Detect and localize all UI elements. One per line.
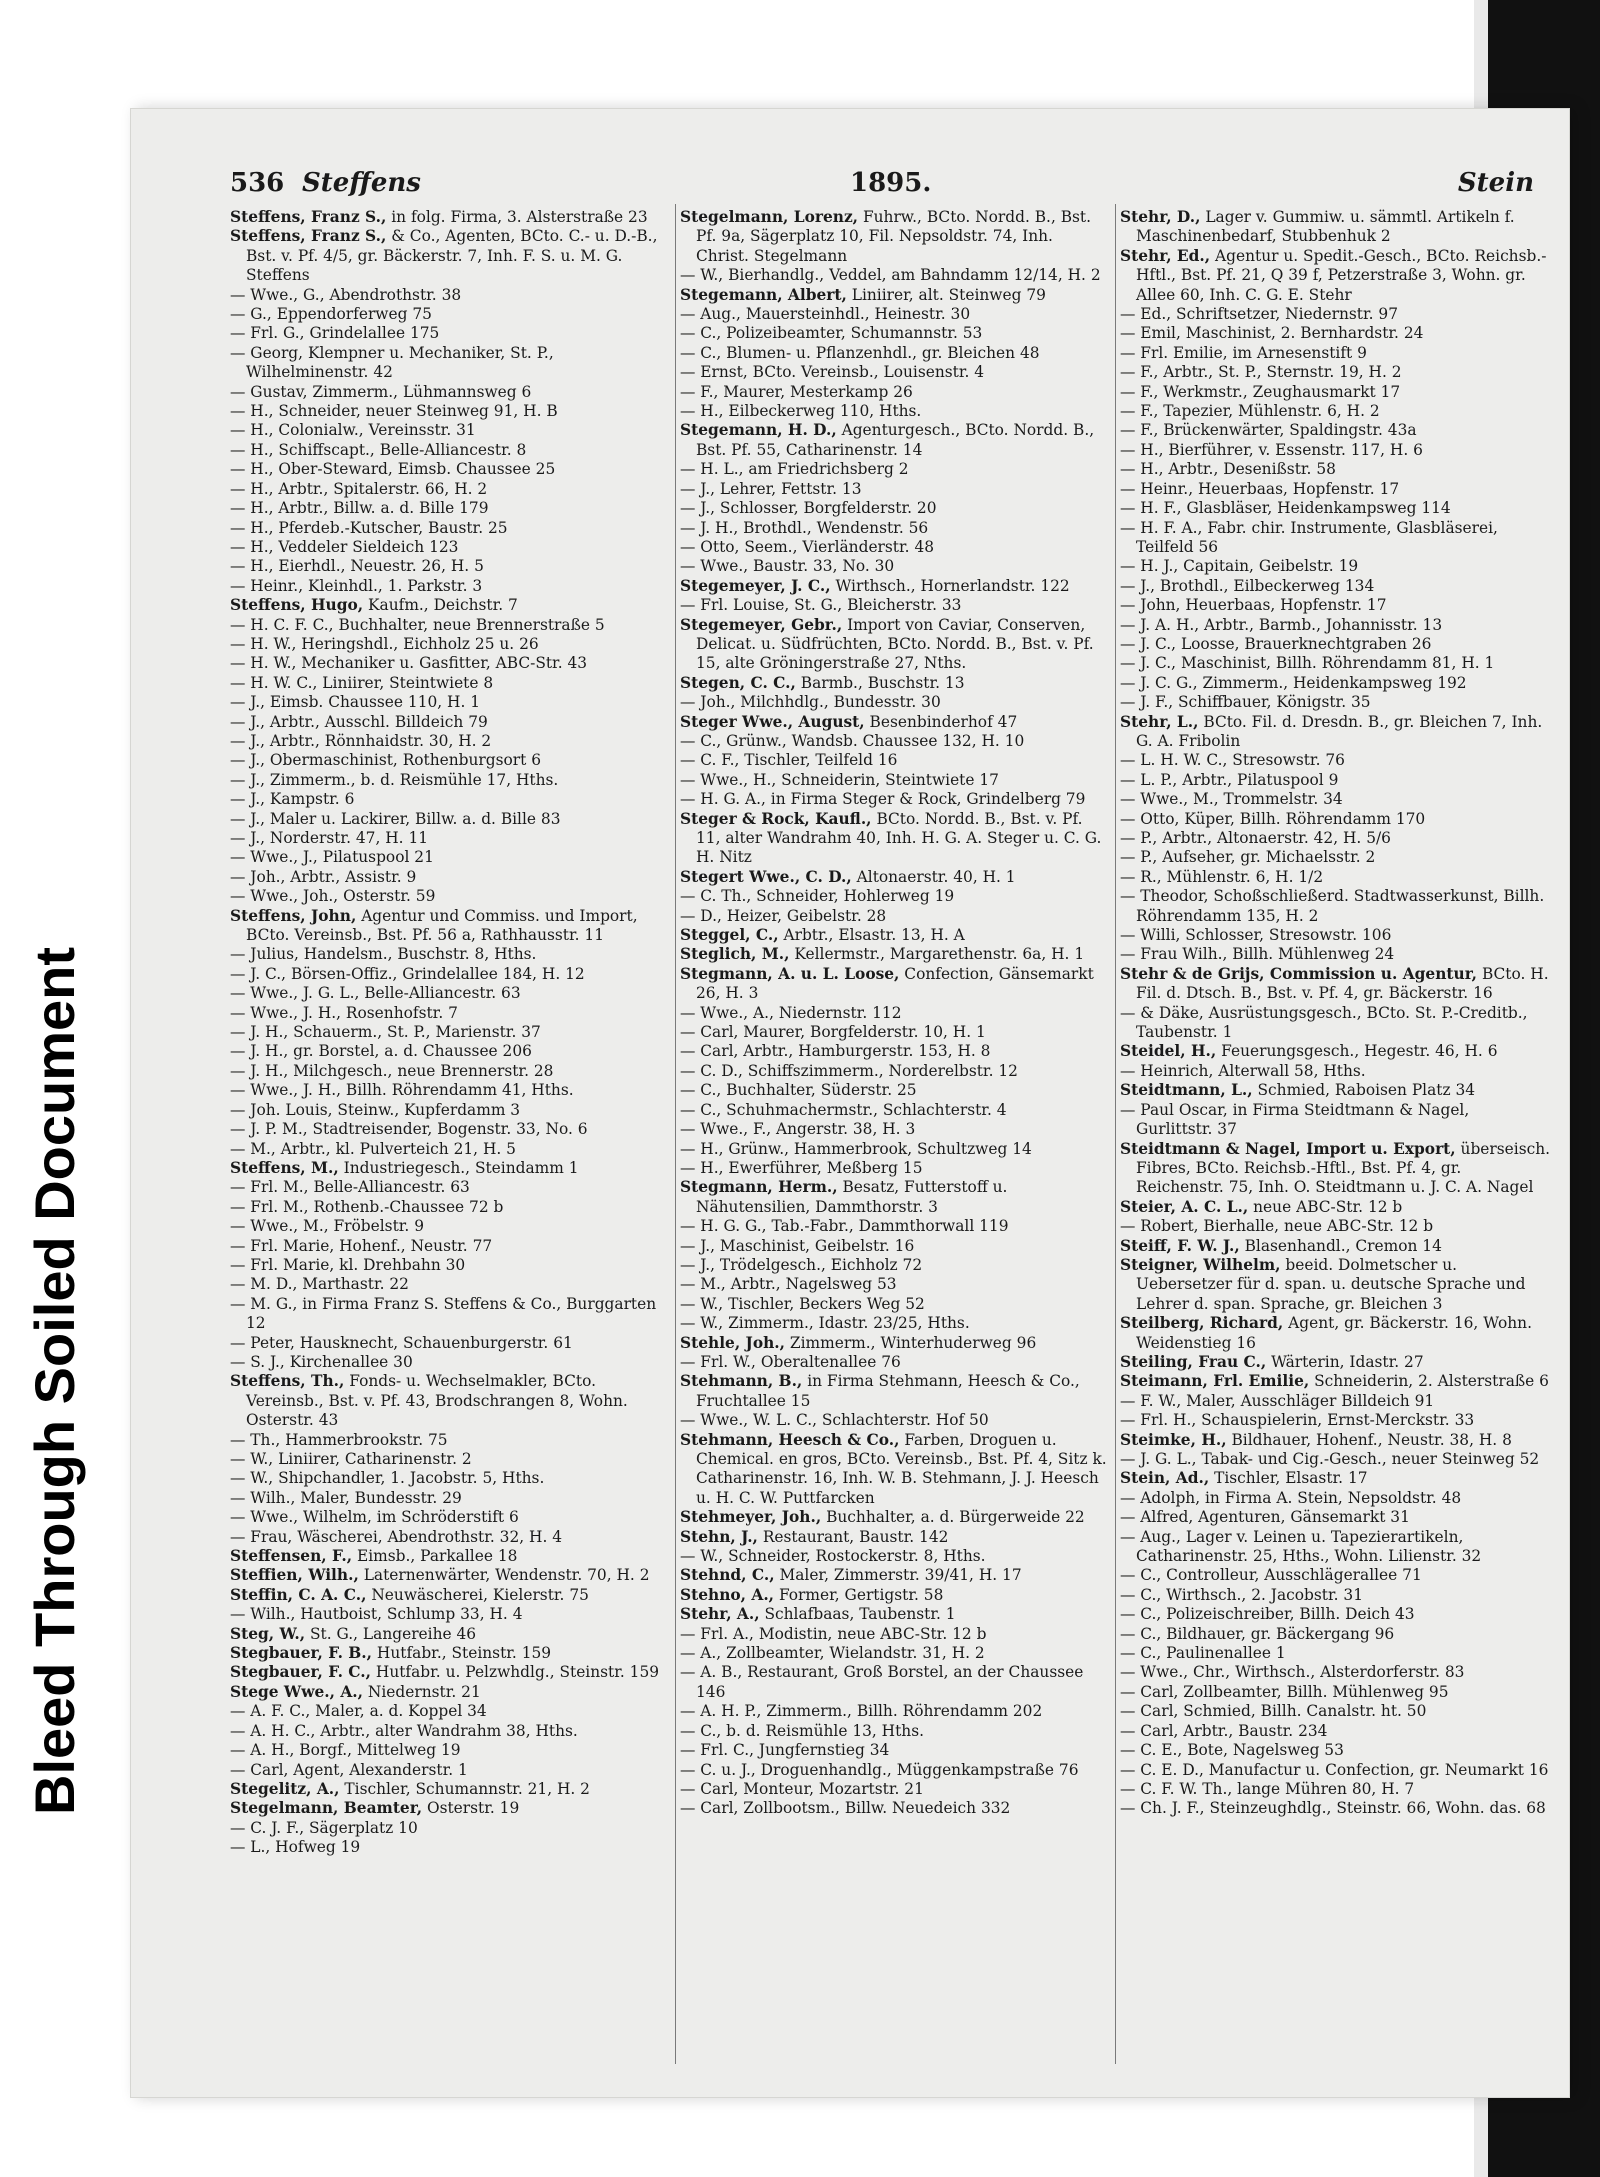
directory-entry: — C., Blumen- u. Pflanzenhdl., gr. Bleichen 48 xyxy=(680,343,1040,362)
directory-entry: — Wwe., Joh., Osterstr. 59 xyxy=(230,887,436,906)
directory-entry: Stehr, A., Schlafbaas, Taubenstr. 1 xyxy=(680,1605,956,1624)
directory-entry: — C., Paulinenallee 1 xyxy=(1120,1644,1286,1663)
directory-entry: — Frl. Marie, Hohenf., Neustr. 77 xyxy=(230,1236,493,1255)
directory-column-middle xyxy=(680,208,1110,2068)
directory-entry: — C. Th., Schneider, Hohlerweg 19 xyxy=(680,887,955,906)
directory-entry: — H. W., Mechaniker u. Gasfitter, ABC-Str. 43 xyxy=(230,654,588,673)
directory-entry: — Georg, Klempner u. Mechaniker, St. P., Wilhelminenstr. 42 xyxy=(230,343,554,382)
directory-entry: Stegmann, A. u. L. Loose, Confection, Gänsemarkt 26, H. 3 xyxy=(680,964,1094,1003)
directory-entry: — J., Lehrer, Fettstr. 13 xyxy=(680,479,862,498)
directory-entry: — C., Polizeischreiber, Billh. Deich 43 xyxy=(1120,1605,1415,1624)
directory-entry: Stehmann, B., in Firma Stehmann, Heesch & Co., Fruchtallee 15 xyxy=(680,1372,1080,1410)
left-guide-word: Steffens xyxy=(302,168,421,198)
directory-entry: — Wwe., M., Trommelstr. 34 xyxy=(1120,790,1343,809)
directory-entry: Steggel, C., Arbtr., Elsastr. 13, H. A xyxy=(680,926,965,945)
directory-entry: Steiling, Frau C., Wärterin, Idastr. 27 xyxy=(1120,1352,1424,1371)
directory-entry: — L. P., Arbtr., Pilatuspool 9 xyxy=(1120,770,1339,789)
directory-entry: — Wwe., J. H., Rosenhofstr. 7 xyxy=(230,1003,458,1022)
directory-entry: — Wwe., Wilhelm, im Schröderstift 6 xyxy=(230,1508,519,1527)
directory-entry: — J., Trödelgesch., Eichholz 72 xyxy=(680,1255,923,1274)
directory-entry: — Heinr., Kleinhdl., 1. Parkstr. 3 xyxy=(230,576,483,595)
directory-entry: Steffens, Franz S., & Co., Agenten, BCto. C.- u. D.-B., Bst. v. Pf. 4/5, gr. Bäckerstr. 7, Inh. F. S. u. M. G. Steffens xyxy=(230,227,658,285)
directory-entry: — H., Ewerführer, Meßberg 15 xyxy=(680,1158,923,1177)
directory-entry: — W., Schneider, Rostockerstr. 8, Hths. xyxy=(680,1547,986,1566)
directory-entry: Stegelmann, Lorenz, Fuhrw., BCto. Nordd. B., Bst. Pf. 9a, Sägerplatz 10, Fil. Nepsoldstr. 74, Inh. Christ. Stegelmann xyxy=(680,208,1092,265)
directory-entry: Stegbauer, F. B., Hutfabr., Steinstr. 159 xyxy=(230,1644,552,1663)
directory-entry: — J. F., Schiffbauer, Königstr. 35 xyxy=(1120,693,1371,712)
directory-entry: — A. H. C., Arbtr., alter Wandrahm 38, Hths. xyxy=(230,1721,578,1740)
directory-entry: — Carl, Arbtr., Baustr. 234 xyxy=(1120,1721,1328,1740)
directory-entry: Steffens, Franz S., in folg. Firma, 3. Alsterstraße 23 xyxy=(230,208,648,226)
directory-entry: — J. P. M., Stadtreisender, Bogenstr. 33, No. 6 xyxy=(230,1120,588,1139)
directory-entry: Steffensen, F., Eimsb., Parkallee 18 xyxy=(230,1547,518,1566)
directory-entry: — Wwe., G., Abendrothstr. 38 xyxy=(230,285,462,304)
directory-entry: — Emil, Maschinist, 2. Bernhardstr. 24 xyxy=(1120,324,1424,343)
directory-entry: — J. C., Maschinist, Billh. Röhrendamm 81, H. 1 xyxy=(1120,654,1495,673)
directory-entry: — Otto, Seem., Vierländerstr. 48 xyxy=(680,537,935,556)
directory-entry: — Otto, Küper, Billh. Röhrendamm 170 xyxy=(1120,809,1426,828)
directory-entry: Stege Wwe., A., Niedernstr. 21 xyxy=(230,1682,481,1701)
directory-entry: — L., Hofweg 19 xyxy=(230,1838,361,1857)
directory-entry: Stegert Wwe., C. D., Altonaerstr. 40, H. 1 xyxy=(680,867,1016,886)
directory-entry: Stehle, Joh., Zimmerm., Winterhuderweg 96 xyxy=(680,1333,1037,1352)
directory-entry: — G., Eppendorferweg 75 xyxy=(230,305,432,324)
directory-entry: — J., Maschinist, Geibelstr. 16 xyxy=(680,1236,915,1255)
directory-entry: Steffens, Th., Fonds- u. Wechselmakler, BCto. Vereinsb., Bst. v. Pf. 43, Brodschrangen 8, Wohn. Osterstr. 43 xyxy=(230,1372,628,1430)
directory-entry: — F., Arbtr., St. P., Sternstr. 19, H. 2 xyxy=(1120,363,1402,382)
directory-entry: Steger Wwe., August, Besenbinderhof 47 xyxy=(680,712,1018,731)
directory-entry: — M. D., Marthastr. 22 xyxy=(230,1275,409,1294)
directory-entry: — C., Wirthsch., 2. Jacobstr. 31 xyxy=(1120,1585,1363,1604)
directory-entry: — H., Eilbeckerweg 110, Hths. xyxy=(680,402,922,421)
directory-entry: Steier, A. C. L., neue ABC-Str. 12 b xyxy=(1120,1197,1403,1216)
directory-entry: — H., Grünw., Hammerbrook, Schultzweg 14 xyxy=(680,1139,1032,1158)
directory-entry: — Aug., Mauersteinhdl., Heinestr. 30 xyxy=(680,305,971,324)
directory-entry: — M., Arbtr., Nagelsweg 53 xyxy=(680,1275,897,1294)
directory-entry: — Wwe., Baustr. 33, No. 30 xyxy=(680,557,895,576)
directory-entry: — H. J., Capitain, Geibelstr. 19 xyxy=(1120,557,1359,576)
directory-entry: — F., Werkmstr., Zeughausmarkt 17 xyxy=(1120,382,1401,401)
directory-entry: — Wwe., M., Fröbelstr. 9 xyxy=(230,1217,425,1236)
directory-entry: — Carl, Monteur, Mozartstr. 21 xyxy=(680,1779,924,1798)
directory-entry: Steffien, Wilh., Laternenwärter, Wendenstr. 70, H. 2 xyxy=(230,1566,650,1585)
directory-entry: Stein, Ad., Tischler, Elsastr. 17 xyxy=(1120,1469,1368,1488)
directory-entry: — P., Aufseher, gr. Michaelsstr. 2 xyxy=(1120,848,1376,867)
directory-entry: — M. G., in Firma Franz S. Steffens & Co., Burggarten 12 xyxy=(230,1294,657,1333)
directory-entry: Steidel, H., Feuerungsgesch., Hegestr. 46, H. 6 xyxy=(1120,1042,1498,1061)
directory-entry: — C., Grünw., Wandsb. Chaussee 132, H. 10 xyxy=(680,731,1025,750)
directory-entry: — Robert, Bierhalle, neue ABC-Str. 12 b xyxy=(1120,1217,1434,1236)
directory-entry: — Heinrich, Alterwall 58, Hths. xyxy=(1120,1061,1366,1080)
directory-entry: — Frl. H., Schauspielerin, Ernst-Merckstr. 33 xyxy=(1120,1411,1475,1430)
directory-entry: — Wilh., Hautboist, Schlump 33, H. 4 xyxy=(230,1605,523,1624)
directory-entry: — Joh., Arbtr., Assistr. 9 xyxy=(230,867,417,886)
directory-entry: — Paul Oscar, in Firma Steidtmann & Nagel, Gurlittstr. 37 xyxy=(1120,1100,1470,1139)
directory-entry: — C., Schuhmachermstr., Schlachterstr. 4 xyxy=(680,1100,1007,1119)
directory-entry: — H. W., Heringshdl., Eichholz 25 u. 26 xyxy=(230,634,539,653)
directory-entry: Steffens, Hugo, Kaufm., Deichstr. 7 xyxy=(230,596,518,615)
directory-entry: Stehno, A., Former, Gertigstr. 58 xyxy=(680,1585,944,1604)
directory-entry: — Julius, Handelsm., Buschstr. 8, Hths. xyxy=(230,945,537,964)
directory-entry: — Willi, Schlosser, Stresowstr. 106 xyxy=(1120,926,1392,945)
directory-entry: — H., Bierführer, v. Essenstr. 117, H. 6 xyxy=(1120,440,1423,459)
directory-entry: — Frl. M., Rothenb.-Chaussee 72 b xyxy=(230,1197,504,1216)
directory-entry: — C. u. J., Droguenhandlg., Müggenkampstraße 76 xyxy=(680,1760,1079,1779)
page-number: 536 xyxy=(230,168,285,198)
directory-page xyxy=(130,108,1570,2098)
directory-entry: Stegemann, H. D., Agenturgesch., BCto. Nordd. B., Bst. Pf. 55, Catharinenstr. 14 xyxy=(680,421,1095,459)
directory-entry: — J., Eimsb. Chaussee 110, H. 1 xyxy=(230,693,481,712)
directory-entry: — C., Bildhauer, gr. Bäckergang 96 xyxy=(1120,1624,1395,1643)
directory-entry: — Joh., Milchhdlg., Bundesstr. 30 xyxy=(680,693,941,712)
directory-entry: — S. J., Kirchenallee 30 xyxy=(230,1352,413,1371)
directory-entry: — John, Heuerbaas, Hopfenstr. 17 xyxy=(1120,596,1387,615)
directory-entry: — Wwe., J., Pilatuspool 21 xyxy=(230,848,434,867)
directory-entry: — J. C., Börsen-Offiz., Grindelallee 184, H. 12 xyxy=(230,964,585,983)
directory-entry: — Carl, Zollbootsm., Billw. Neuedeich 332 xyxy=(680,1799,1011,1818)
directory-entry: — Adolph, in Firma A. Stein, Nepsoldstr. 48 xyxy=(1120,1488,1462,1507)
directory-entry: — H. F. A., Fabr. chir. Instrumente, Glasbläserei, Teilfeld 56 xyxy=(1120,518,1498,556)
directory-entry: — Wwe., Chr., Wirthsch., Alsterdorferstr. 83 xyxy=(1120,1663,1465,1682)
directory-entry: — F., Brückenwärter, Spaldingstr. 43a xyxy=(1120,421,1417,440)
directory-entry: Steffin, C. A. C., Neuwäscherei, Kielerstr. 75 xyxy=(230,1585,589,1604)
directory-entry: — Ed., Schriftsetzer, Niedernstr. 97 xyxy=(1120,305,1398,324)
directory-entry: — J., Schlosser, Borgfelderstr. 20 xyxy=(680,499,937,518)
directory-entry: — J. H., Milchgesch., neue Brennerstr. 28 xyxy=(230,1061,554,1080)
column-divider xyxy=(675,204,676,2064)
directory-entry: Stehmann, Heesch & Co., Farben, Droguen u. Chemical. en gros, BCto. Vereinsb., Bst. Pf. 4, Sitz k. Catharinenstr. 16, Inh. W. B. Stehmann, J. J. Heesch u. H. C. W. Puttfarcken xyxy=(680,1430,1107,1507)
directory-entry: — A. H., Borgf., Mittelweg 19 xyxy=(230,1741,461,1760)
directory-entry: — Frl. G., Grindelallee 175 xyxy=(230,324,440,343)
directory-entry: Steffens, John, Agentur und Commiss. und Import, BCto. Vereinsb., Bst. Pf. 56 a, Rathhausstr. 11 xyxy=(230,906,638,945)
directory-entry: Steimann, Frl. Emilie, Schneiderin, 2. Alsterstraße 6 xyxy=(1120,1372,1549,1391)
directory-entry: — H. F., Glasbläser, Heidenkampsweg 114 xyxy=(1120,499,1451,518)
directory-entry: — J. H., gr. Borstel, a. d. Chaussee 206 xyxy=(230,1042,532,1061)
directory-entry: — Frl. A., Modistin, neue ABC-Str. 12 b xyxy=(680,1624,987,1643)
directory-entry: — Gustav, Zimmerm., Lühmannsweg 6 xyxy=(230,382,532,401)
directory-entry: — A., Zollbeamter, Wielandstr. 31, H. 2 xyxy=(680,1644,985,1663)
directory-entry: Steidtmann, L., Schmied, Raboisen Platz 34 xyxy=(1120,1081,1476,1100)
directory-entry: — C., Buchhalter, Süderstr. 25 xyxy=(680,1081,917,1100)
directory-entry: — H., Veddeler Sieldeich 123 xyxy=(230,537,459,556)
directory-entry: — Frl. Marie, kl. Drehbahn 30 xyxy=(230,1255,466,1274)
directory-entry: — Frl. Louise, St. G., Bleicherstr. 33 xyxy=(680,596,962,615)
directory-entry: — J., Zimmerm., b. d. Reismühle 17, Hths. xyxy=(230,770,559,789)
directory-entry: — J. H., Schauerm., St. P., Marienstr. 37 xyxy=(230,1023,541,1042)
directory-entry: — F. W., Maler, Ausschläger Billdeich 91 xyxy=(1120,1391,1435,1410)
directory-entry: — J. H., Brothdl., Wendenstr. 56 xyxy=(680,518,929,537)
directory-entry: — Frau, Wäscherei, Abendrothstr. 32, H. 4 xyxy=(230,1527,563,1546)
directory-entry: Stegen, C. C., Barmb., Buschstr. 13 xyxy=(680,673,965,692)
directory-entry: — F., Maurer, Mesterkamp 26 xyxy=(680,382,913,401)
directory-entry: Steigner, Wilhelm, beeid. Dolmetscher u. Uebersetzer für d. span. u. deutsche Sprache und Lehrer d. span. Sprache, gr. Bleichen 3 xyxy=(1120,1255,1526,1313)
directory-entry: — Carl, Schmied, Billh. Canalstr. ht. 50 xyxy=(1120,1702,1427,1721)
directory-entry: Stehn, J., Restaurant, Baustr. 142 xyxy=(680,1527,949,1546)
scan-quality-label: Bleed Through Soiled Document xyxy=(23,946,86,1815)
directory-entry: — C. E., Bote, Nagelsweg 53 xyxy=(1120,1741,1344,1760)
directory-entry: Stehmeyer, Joh., Buchhalter, a. d. Bürgerweide 22 xyxy=(680,1508,1085,1527)
directory-entry: — C. J. F., Sägerplatz 10 xyxy=(230,1818,418,1837)
directory-entry: — H., Pferdeb.-Kutscher, Baustr. 25 xyxy=(230,518,508,537)
directory-entry: Steglich, M., Kellermstr., Margarethenstr. 6a, H. 1 xyxy=(680,945,1085,964)
directory-entry: — J. G. L., Tabak- und Cig.-Gesch., neuer Steinweg 52 xyxy=(1120,1450,1540,1468)
directory-entry: — Carl, Arbtr., Hamburgerstr. 153, H. 8 xyxy=(680,1042,991,1061)
directory-entry: — J. C. G., Zimmerm., Heidenkampsweg 192 xyxy=(1120,673,1467,692)
directory-entry: — Th., Hammerbrookstr. 75 xyxy=(230,1430,448,1449)
directory-entry: — Joh. Louis, Steinw., Kupferdamm 3 xyxy=(230,1100,521,1119)
directory-entry: — Ch. J. F., Steinzeughdlg., Steinstr. 66, Wohn. das. 68 xyxy=(1120,1799,1546,1818)
directory-entry: — Peter, Hausknecht, Schauenburgerstr. 61 xyxy=(230,1333,573,1352)
directory-entry: — J., Arbtr., Rönnhaidstr. 30, H. 2 xyxy=(230,731,492,750)
directory-entry: — Wwe., W. L. C., Schlachterstr. Hof 50 xyxy=(680,1411,989,1430)
directory-entry: Stehnd, C., Maler, Zimmerstr. 39/41, H. 17 xyxy=(680,1566,1022,1585)
directory-entry: — C., Controlleur, Ausschlägerallee 71 xyxy=(1120,1566,1422,1585)
directory-entry: — C. F., Tischler, Teilfeld 16 xyxy=(680,751,898,770)
directory-entry: Stegemeyer, J. C., Wirthsch., Hornerlandstr. 122 xyxy=(680,576,1070,595)
directory-entry: — Wilh., Maler, Bundesstr. 29 xyxy=(230,1488,462,1507)
directory-entry: — & Däke, Ausrüstungsgesch., BCto. St. P.-Creditb., Taubenstr. 1 xyxy=(1120,1003,1528,1042)
directory-entry: Steffens, M., Industriegesch., Steindamm 1 xyxy=(230,1158,579,1177)
directory-entry: — Ernst, BCto. Vereinsb., Louisenstr. 4 xyxy=(680,363,985,382)
directory-entry: — H. G. G., Tab.-Fabr., Dammthorwall 119 xyxy=(680,1217,1009,1236)
directory-entry: — J., Obermaschinist, Rothenburgsort 6 xyxy=(230,751,542,770)
directory-entry: — L. H. W. C., Stresowstr. 76 xyxy=(1120,751,1345,770)
right-guide-word: Stein xyxy=(1457,168,1534,198)
directory-column-left xyxy=(230,208,670,2068)
directory-entry: Steilberg, Richard, Agent, gr. Bäckerstr. 16, Wohn. Weidenstieg 16 xyxy=(1120,1314,1532,1352)
directory-entry: — P., Arbtr., Altonaerstr. 42, H. 5/6 xyxy=(1120,829,1391,847)
directory-entry: — C. D., Schiffszimmerm., Norderelbstr. 12 xyxy=(680,1061,1018,1080)
directory-entry: Stehr, Ed., Agentur u. Spedit.-Gesch., BCto. Reichsb.-Hftl., Bst. Pf. 21, Q 39 f, Petzerstraße 3, Wohn. gr. Allee 60, Inh. C. G. E. Stehr xyxy=(1120,246,1547,304)
directory-entry: — D., Heizer, Geibelstr. 28 xyxy=(680,906,887,925)
directory-entry: — J. C., Loosse, Brauerknechtgraben 26 xyxy=(1120,634,1432,653)
directory-entry: — H., Ober-Steward, Eimsb. Chaussee 25 xyxy=(230,460,556,479)
directory-entry: — H. W. C., Liniirer, Steintwiete 8 xyxy=(230,673,494,692)
directory-entry: — C. E. D., Manufactur u. Confection, gr. Neumarkt 16 xyxy=(1120,1760,1549,1779)
directory-entry: — Alfred, Agenturen, Gänsemarkt 31 xyxy=(1120,1508,1410,1527)
directory-entry: — C., Polizeibeamter, Schumannstr. 53 xyxy=(680,324,983,343)
directory-entry: — H., Eierhdl., Neuestr. 26, H. 5 xyxy=(230,557,484,576)
directory-entry: Steger & Rock, Kaufl., BCto. Nordd. B., Bst. v. Pf. 11, alter Wandrahm 40, Inh. H. G. A. Steger u. C. G. H. Nitz xyxy=(680,809,1102,867)
column-divider xyxy=(1115,204,1116,2064)
directory-entry: — Wwe., H., Schneiderin, Steintwiete 17 xyxy=(680,770,999,789)
directory-entry: — W., Shipchandler, 1. Jacobstr. 5, Hths. xyxy=(230,1469,545,1488)
directory-year: 1895. xyxy=(850,168,932,198)
directory-entry: Stehr & de Grijs, Commission u. Agentur, BCto. H. Fil. d. Dtsch. B., Bst. v. Pf. 4, gr. Bäckerstr. 16 xyxy=(1120,964,1549,1003)
directory-entry: Stegelmann, Beamter, Osterstr. 19 xyxy=(230,1799,520,1818)
directory-entry: — Frau Wilh., Billh. Mühlenweg 24 xyxy=(1120,945,1395,964)
directory-entry: — W., Liniirer, Catharinenstr. 2 xyxy=(230,1450,472,1468)
directory-entry: — W., Zimmerm., Idastr. 23/25, Hths. xyxy=(680,1314,970,1333)
directory-entry: Steiff, F. W. J., Blasenhandl., Cremon 14 xyxy=(1120,1236,1442,1255)
directory-entry: — H. G. A., in Firma Steger & Rock, Grindelberg 79 xyxy=(680,790,1086,809)
directory-entry: — Wwe., A., Niedernstr. 112 xyxy=(680,1003,902,1022)
directory-entry: — A. H. P., Zimmerm., Billh. Röhrendamm 202 xyxy=(680,1702,1043,1721)
directory-entry: — Wwe., J. G. L., Belle-Alliancestr. 63 xyxy=(230,984,521,1003)
directory-entry: Stegemann, Albert, Liniirer, alt. Steinweg 79 xyxy=(680,285,1046,304)
directory-entry: — Frl. Emilie, im Arnesenstift 9 xyxy=(1120,343,1367,362)
directory-entry: — H., Colonialw., Vereinsstr. 31 xyxy=(230,421,476,440)
directory-entry: — Carl, Agent, Alexanderstr. 1 xyxy=(230,1760,468,1779)
directory-entry: — J. A. H., Arbtr., Barmb., Johannisstr. 13 xyxy=(1120,615,1443,634)
directory-entry: — Frl. C., Jungfernstieg 34 xyxy=(680,1741,890,1760)
directory-entry: — W., Bierhandlg., Veddel, am Bahndamm 12/14, H. 2 xyxy=(680,266,1101,285)
directory-entry: — A. B., Restaurant, Groß Borstel, an der Chaussee 146 xyxy=(680,1663,1084,1701)
directory-entry: — Frl. M., Belle-Alliancestr. 63 xyxy=(230,1178,470,1197)
directory-entry: — H., Schiffscapt., Belle-Alliancestr. 8 xyxy=(230,440,527,459)
directory-entry: — H., Schneider, neuer Steinweg 91, H. B xyxy=(230,402,558,421)
directory-entry: — H., Arbtr., Spitalerstr. 66, H. 2 xyxy=(230,479,488,498)
directory-entry: — Carl, Maurer, Borgfelderstr. 10, H. 1 xyxy=(680,1023,986,1042)
directory-entry: Stegmann, Herm., Besatz, Futterstoff u. Nähutensilien, Dammthorstr. 3 xyxy=(680,1178,1008,1216)
directory-entry: — W., Tischler, Beckers Weg 52 xyxy=(680,1294,925,1313)
directory-entry: — F., Tapezier, Mühlenstr. 6, H. 2 xyxy=(1120,402,1380,421)
directory-entry: — Frl. W., Oberaltenallee 76 xyxy=(680,1352,901,1371)
directory-entry: Steidtmann & Nagel, Import u. Export, überseisch. Fibres, BCto. Reichsb.-Hftl., Bst. Pf. 4, gr. Reichenstr. 75, Inh. O. Steidtmann u. J. C. A. Nagel xyxy=(1120,1139,1550,1197)
directory-entry: — H. L., am Friedrichsberg 2 xyxy=(680,460,909,479)
directory-entry: — Heinr., Heuerbaas, Hopfenstr. 17 xyxy=(1120,479,1400,498)
directory-entry: — C., b. d. Reismühle 13, Hths. xyxy=(680,1721,924,1740)
directory-entry: — Wwe., F., Angerstr. 38, H. 3 xyxy=(680,1120,916,1139)
directory-entry: — Aug., Lager v. Leinen u. Tapezierartikeln, Catharinenstr. 25, Hths., Wohn. Lilienstr. 32 xyxy=(1120,1527,1482,1566)
directory-entry: Stegemeyer, Gebr., Import von Caviar, Conserven, Delicat. u. Südfrüchten, BCto. Nordd. B., Bst. v. Pf. 15, alte Gröningerstraße 27, Nths. xyxy=(680,615,1094,673)
directory-entry: — H., Arbtr., Desenißstr. 58 xyxy=(1120,460,1336,479)
directory-entry: — Carl, Zollbeamter, Billh. Mühlenweg 95 xyxy=(1120,1682,1449,1701)
directory-entry: — Wwe., J. H., Billh. Röhrendamm 41, Hths. xyxy=(230,1081,574,1100)
directory-entry: Stehr, L., BCto. Fil. d. Dresdn. B., gr. Bleichen 7, Inh. G. A. Fribolin xyxy=(1120,712,1543,750)
directory-entry: — J., Norderstr. 47, H. 11 xyxy=(230,829,429,847)
running-head xyxy=(230,168,1540,208)
directory-entry: — J., Arbtr., Ausschl. Billdeich 79 xyxy=(230,712,488,731)
directory-entry: Steimke, H., Bildhauer, Hohenf., Neustr. 38, H. 8 xyxy=(1120,1430,1512,1449)
directory-entry: — Theodor, Schoßschließerd. Stadtwasserkunst, Billh. Röhrendamm 135, H. 2 xyxy=(1120,887,1545,925)
directory-entry: Steg, W., St. G., Langereihe 46 xyxy=(230,1624,477,1643)
directory-column-right xyxy=(1120,208,1550,2068)
directory-entry: — J., Brothdl., Eilbeckerweg 134 xyxy=(1120,576,1375,595)
directory-entry: — C. F. W. Th., lange Mühren 80, H. 7 xyxy=(1120,1779,1415,1798)
directory-entry: Stegelitz, A., Tischler, Schumannstr. 21, H. 2 xyxy=(230,1779,590,1798)
directory-entry: — J., Maler u. Lackirer, Billw. a. d. Bille 83 xyxy=(230,809,561,828)
directory-entry: — M., Arbtr., kl. Pulverteich 21, H. 5 xyxy=(230,1139,516,1158)
directory-entry: — H. C. F. C., Buchhalter, neue Brennerstraße 5 xyxy=(230,615,605,634)
directory-entry: — H., Arbtr., Billw. a. d. Bille 179 xyxy=(230,499,489,518)
directory-entry: Stehr, D., Lager v. Gummiw. u. sämmtl. Artikeln f. Maschinenbedarf, Stubbenhuk 2 xyxy=(1120,208,1515,246)
directory-entry: — R., Mühlenstr. 6, H. 1/2 xyxy=(1120,867,1324,886)
directory-entry: — J., Kampstr. 6 xyxy=(230,790,355,809)
directory-entry: — A. F. C., Maler, a. d. Koppel 34 xyxy=(230,1702,487,1721)
directory-entry: Stegbauer, F. C., Hutfabr. u. Pelzwhdlg., Steinstr. 159 xyxy=(230,1663,660,1682)
